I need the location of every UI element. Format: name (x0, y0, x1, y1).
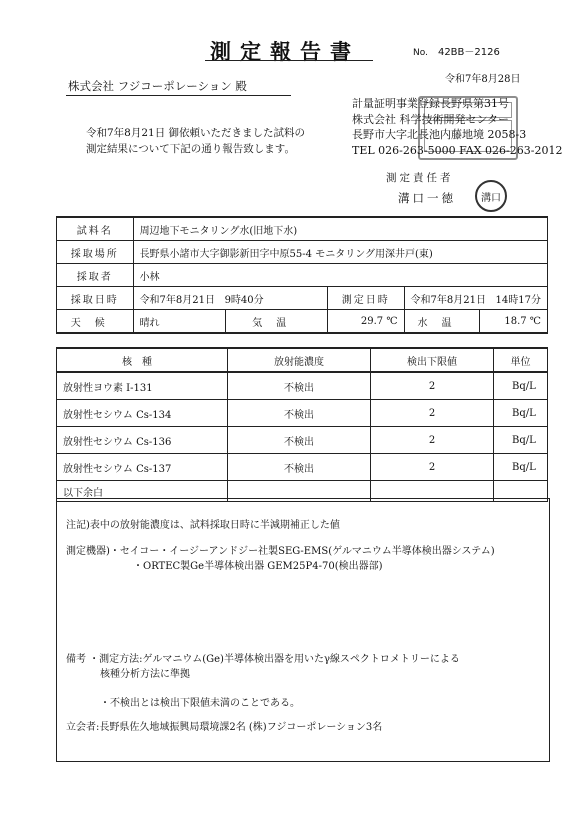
sampling-date: 令和7年8月21日 (139, 294, 216, 306)
weather-label: 天候 (57, 310, 134, 334)
concentration-cell: 不検出 (228, 400, 371, 427)
concentration-cell: 不検出 (228, 372, 371, 400)
table-row (57, 454, 548, 481)
table-row (57, 400, 548, 427)
measurement-time: 14時17分 (495, 294, 541, 306)
unit-cell: Bq/L (494, 427, 548, 454)
responsible-name: 溝口一徳 (398, 191, 456, 205)
measurement-datetime-label: 測定日時 (327, 287, 404, 310)
sample-info-table (56, 216, 548, 334)
equipment-line-1: 測定機器)・セイコー・イージーアンドジー社製SEG-EMS(ゲルマニウム半導体検出器システム) (66, 546, 495, 557)
unit-cell: Bq/L (494, 372, 548, 400)
intro-text (86, 125, 341, 157)
remarks-line-3: ・不検出とは検出下限値未満のことである。 (100, 698, 300, 709)
intro-line-1: 令和7年8月21日 御依頼いただきました試料の (86, 127, 306, 139)
measurement-date: 令和7年8月21日 (410, 294, 486, 306)
remarks-line-2: 核種分析方法に準拠 (100, 669, 190, 680)
table-row (57, 427, 548, 454)
report-date: 令和7年8月28日 (445, 74, 521, 85)
detection-limit-cell: 2 (371, 427, 494, 454)
sampling-datetime-label: 採取日時 (57, 287, 134, 310)
issuer-contact: TEL 026-263-5000 FAX 026-263-2012 (352, 143, 563, 157)
equipment-notes (66, 544, 495, 574)
collector-row (57, 264, 548, 287)
water-temp-value: 18.7 ℃ (479, 310, 547, 334)
results-header-row (57, 348, 548, 372)
collector-label: 採取者 (57, 264, 134, 287)
report-number-value: 42BB－2126 (437, 47, 500, 58)
col-header-concentration: 放射能濃度 (228, 348, 371, 372)
air-temp-value: 29.7 ℃ (327, 310, 404, 334)
unit-cell: Bq/L (494, 454, 548, 481)
col-header-unit: 単位 (494, 348, 548, 372)
col-header-nuclide: 核種 (57, 348, 228, 372)
intro-line-2: 測定結果について下記の通り報告致します。 (86, 143, 295, 155)
col-header-detection-limit: 検出下限値 (371, 348, 494, 372)
nuclide-cell: 放射性セシウム Cs-137 (57, 454, 228, 481)
concentration-cell: 不検出 (228, 427, 371, 454)
table-row (57, 372, 548, 400)
sampling-datetime-value (133, 287, 327, 310)
issuer-address: 長野市大字北長池内藤地境 2058-3 (352, 128, 527, 141)
issuer-registration: 計量証明事業登録長野県第31号 (352, 97, 509, 110)
weather-row (57, 310, 548, 334)
report-title: 測定報告書 (210, 39, 360, 64)
datetime-row (57, 287, 548, 310)
report-number-label: No. (413, 48, 428, 58)
detection-limit-cell: 2 (371, 372, 494, 400)
measurement-datetime-value (404, 287, 547, 310)
sample-name-value: 周辺地下モニタリング水(旧地下水) (133, 217, 547, 241)
responsible-seal: 溝口 (475, 180, 507, 212)
location-value: 長野県小諸市大字御影新田字中原55-4 モニタリング用深井戸(東) (133, 241, 547, 264)
sample-name-label: 試料名 (57, 217, 134, 241)
air-temp-label: 気温 (225, 310, 327, 334)
results-table (56, 347, 548, 502)
detection-limit-cell: 2 (371, 400, 494, 427)
collector-value: 小林 (133, 264, 547, 287)
issuer-block (352, 96, 562, 158)
nuclide-cell: 放射性セシウム Cs-134 (57, 400, 228, 427)
weather-value: 晴れ (133, 310, 225, 334)
nuclide-cell: 放射性ヨウ素 I-131 (57, 372, 228, 400)
location-label: 採取場所 (57, 241, 134, 264)
title-underline (205, 60, 373, 61)
location-row (57, 241, 548, 264)
water-temp-label: 水温 (404, 310, 479, 334)
report-number (413, 43, 500, 58)
issuer-company: 株式会社 科学技術開発センター (352, 112, 510, 126)
witness-line: 立会者:長野県佐久地域振興局環境課2名 (株)フジコーポレーション3名 (66, 722, 383, 733)
equipment-line-2: ・ORTEC製Ge半導体検出器 GEM25P4-70(検出器部) (133, 561, 383, 572)
responsible-title: 測定責任者 (386, 172, 454, 184)
remarks-line-1: 備考 ・測定方法:ゲルマニウム(Ge)半導体検出器を用いたγ線スペクトロメトリーによる (66, 654, 460, 665)
remarks (66, 652, 460, 711)
unit-cell: Bq/L (494, 400, 548, 427)
blank-remainder-cell: 以下余白 (57, 481, 228, 502)
detection-limit-cell: 2 (371, 454, 494, 481)
recipient-name: 株式会社 フジコーポレーション 殿 (68, 79, 247, 93)
nuclide-cell: 放射性セシウム Cs-136 (57, 427, 228, 454)
sampling-time: 9時40分 (224, 294, 264, 306)
concentration-cell: 不検出 (228, 454, 371, 481)
recipient-underline (66, 95, 291, 96)
note-correction: 注記)表中の放射能濃度は、試料採取日時に半減期補正した値 (66, 520, 340, 531)
sample-name-row (57, 217, 548, 241)
